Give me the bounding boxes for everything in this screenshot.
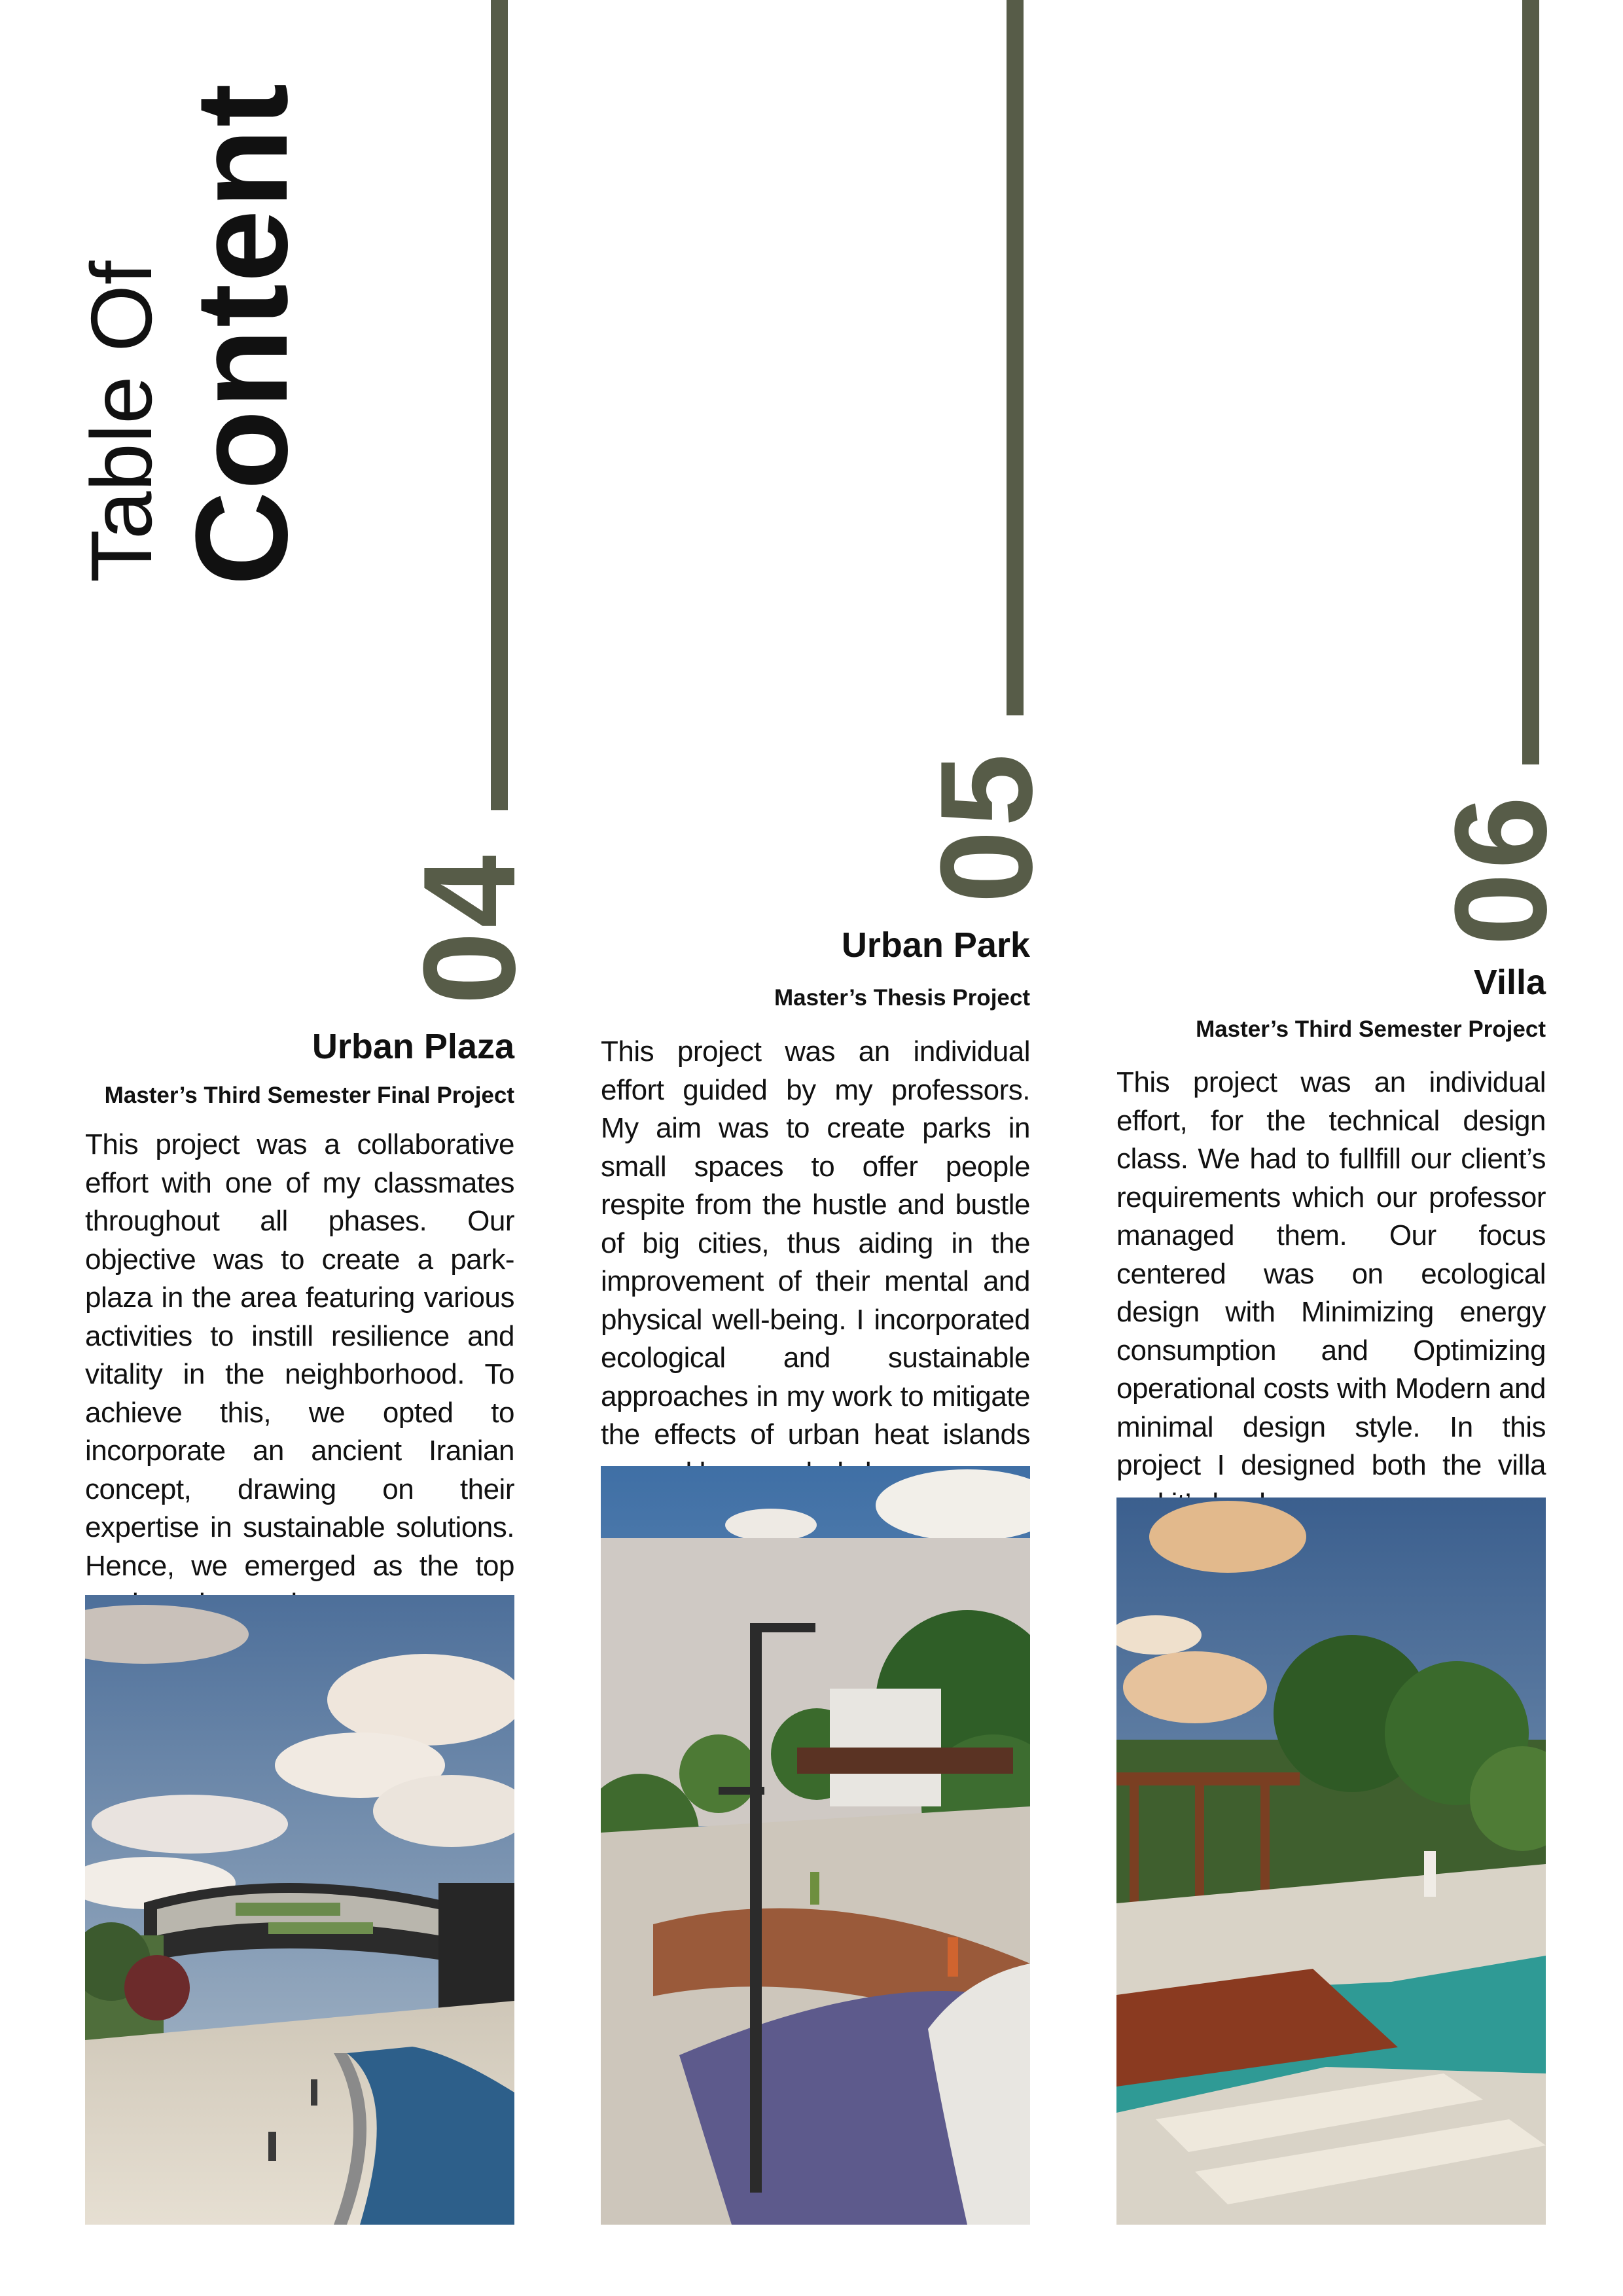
page-title: Content bbox=[169, 82, 315, 586]
urban-park-render-image bbox=[601, 1466, 1030, 2225]
project-subtitle-urban-park: Master’s Thesis Project bbox=[774, 985, 1030, 1011]
project-number-05: 05 bbox=[914, 749, 1060, 903]
page-title-prefix: Table Of bbox=[73, 260, 169, 583]
project-title-urban-plaza: Urban Plaza bbox=[312, 1027, 514, 1066]
project-description-urban-park: This project was an individual effort guided by my professors. My aim was to create parks in small spaces to offer people respite from the hustle and bustle of big cities, thus aiding in the improvement of their mental and physical well-being. I incorporated ecological and sustainable approaches in my work to mitigate the effects of urban heat islands bbox=[601, 1035, 1030, 1450]
accent-line-05 bbox=[1007, 0, 1024, 715]
urban-plaza-render-image bbox=[85, 1595, 514, 2225]
project-number-06: 06 bbox=[1428, 792, 1574, 946]
accent-line-06 bbox=[1522, 0, 1539, 764]
villa-render-image bbox=[1116, 1498, 1546, 2225]
project-description-villa: This project was an individual effort, for the technical design class. We had to fullfill our client’s requirements which our professor managed them. Our focus centered was on ecological design with Minimizing energy consumption and Optimizing operational costs with Modern and minimal design style. In this project I designed both the villa bbox=[1116, 1066, 1546, 1481]
accent-line-04 bbox=[491, 0, 508, 810]
project-subtitle-villa: Master’s Third Semester Project bbox=[1196, 1016, 1546, 1042]
project-title-urban-park: Urban Park bbox=[841, 925, 1030, 965]
project-title-villa: Villa bbox=[1473, 963, 1546, 1002]
project-description-urban-plaza: This project was a collaborative effort with one of my classmates throughout all phases. Our objective was to create a park-plaza in the area featuring various activities to instill resilience and vitality in the neighborhood. To achieve this, we opted to incorporate an ancient Iranian concept, drawing on their expertise in sustainable solutions. Hence, we emerged as the top bbox=[85, 1128, 514, 1582]
project-subtitle-urban-plaza: Master’s Third Semester Final Project bbox=[104, 1083, 514, 1108]
project-number-04: 04 bbox=[397, 851, 543, 1005]
